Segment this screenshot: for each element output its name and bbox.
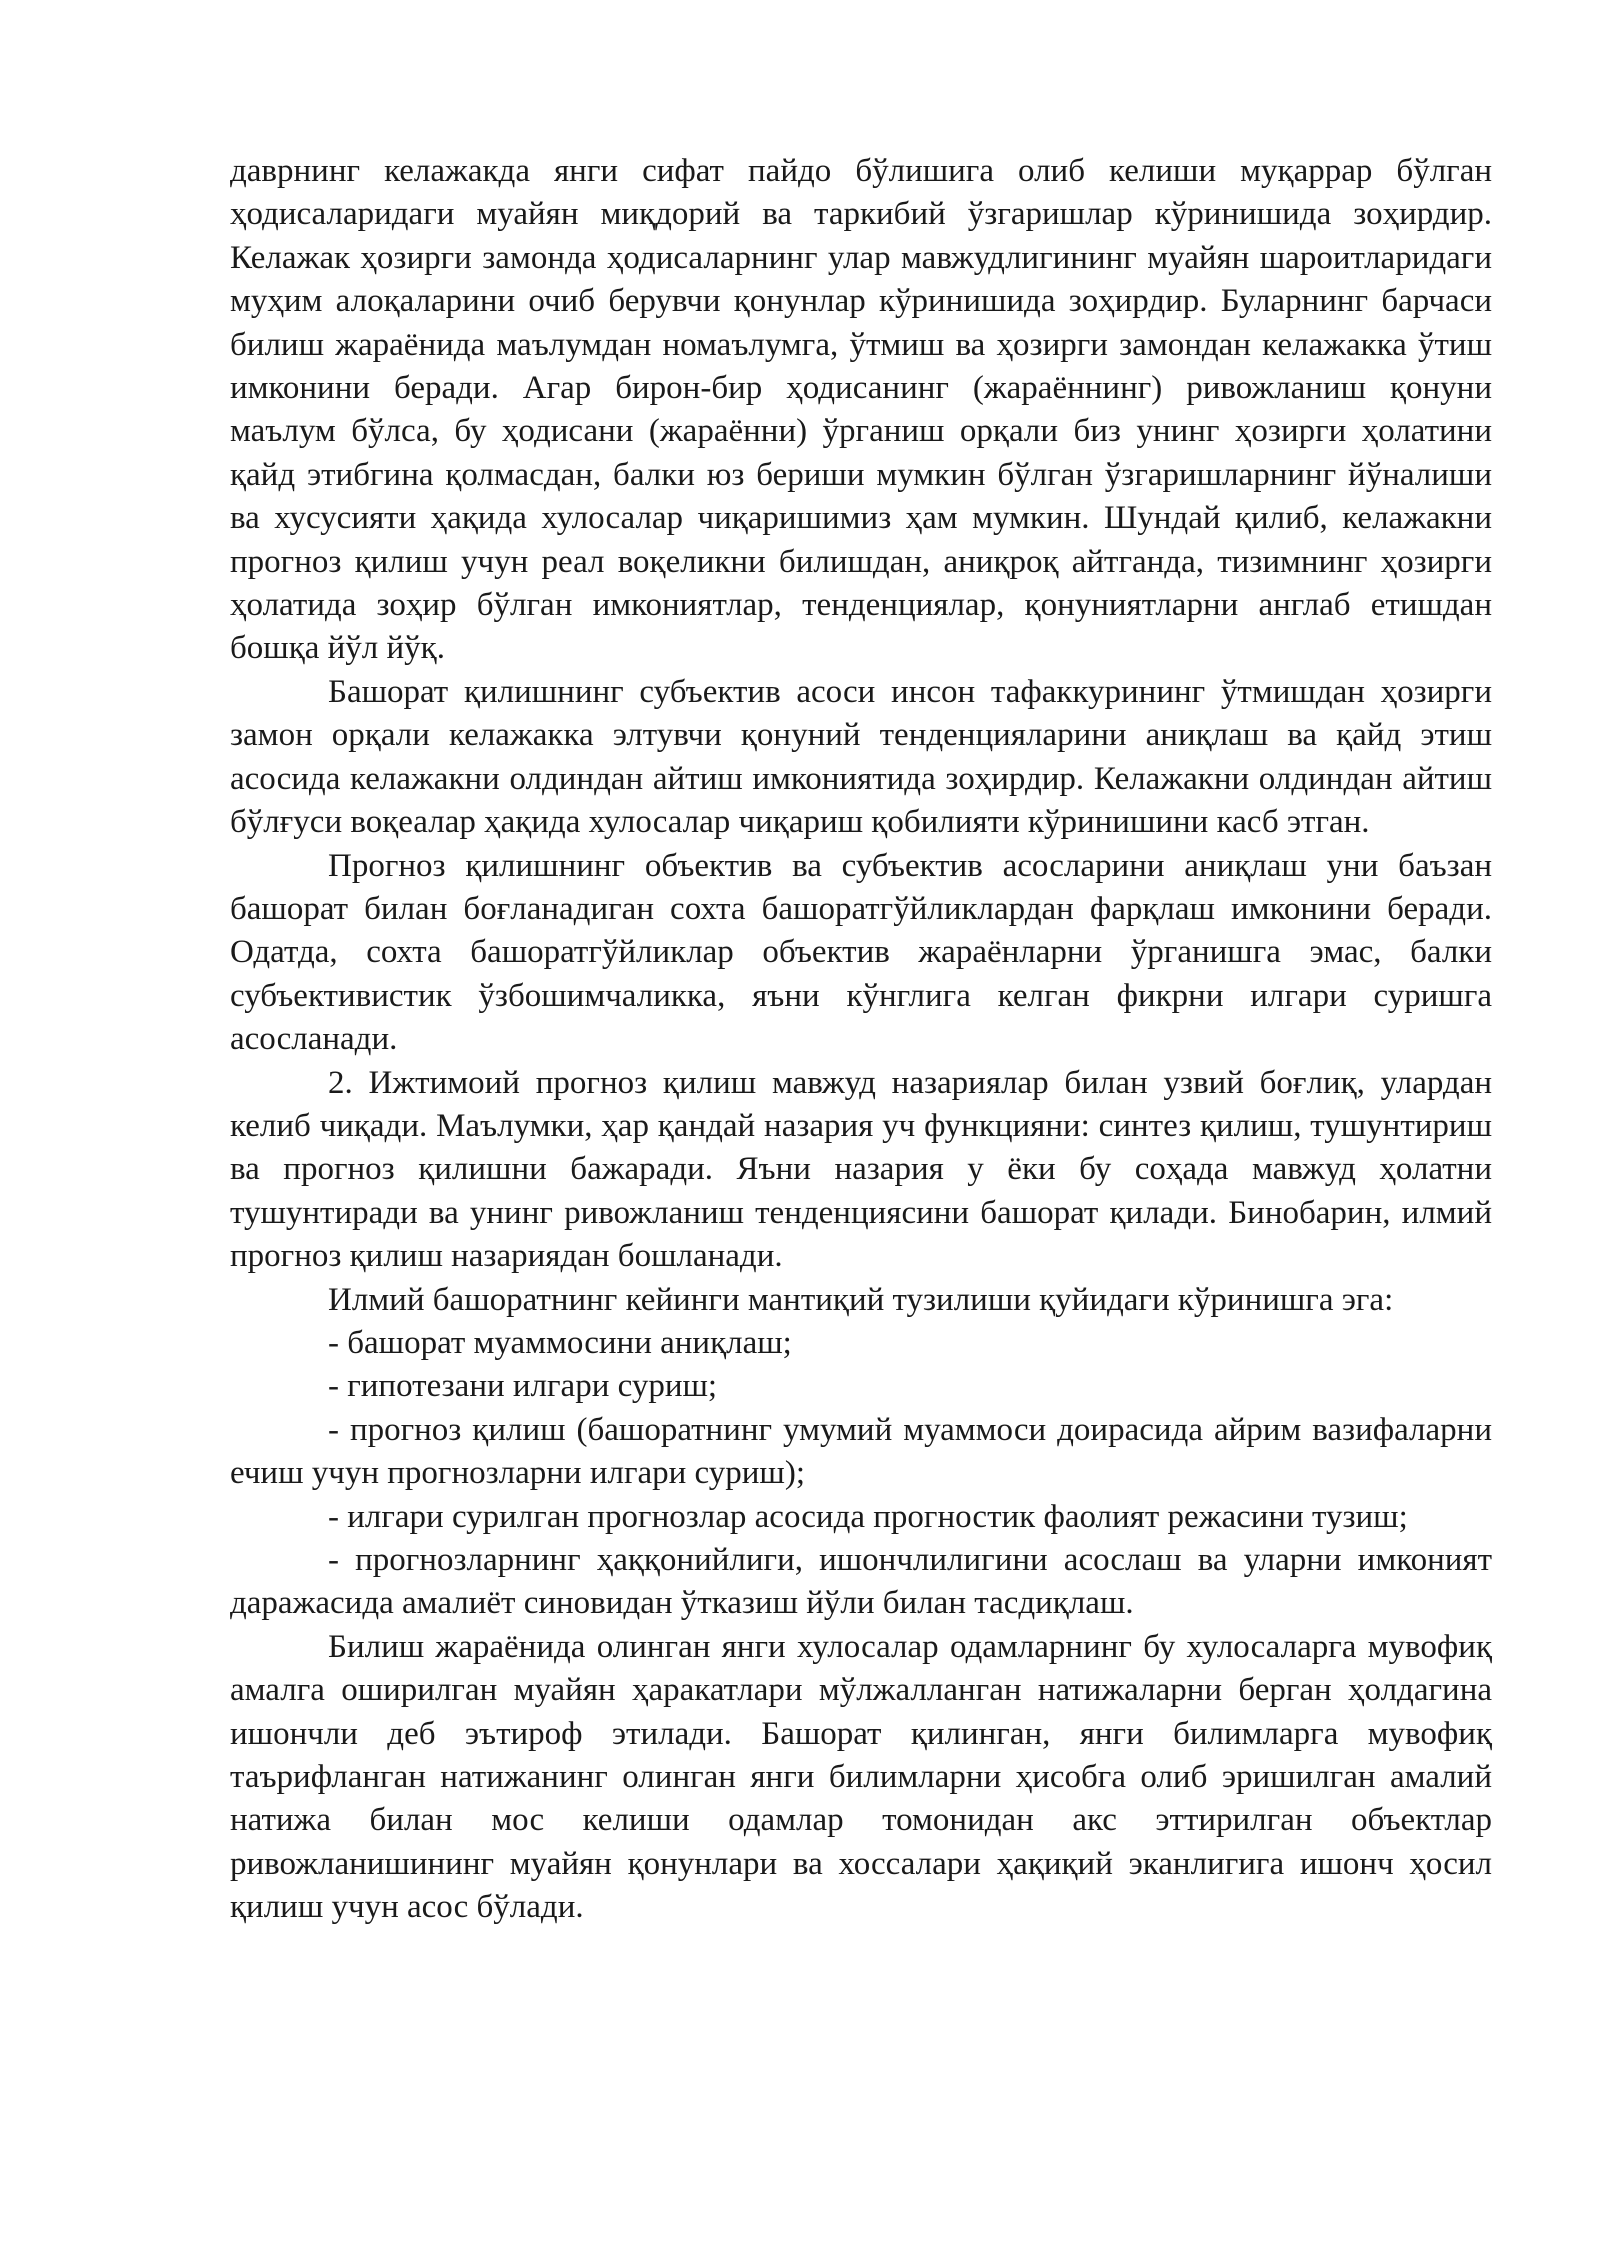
list-item: - гипотезани илгари суриш; [328, 1368, 718, 1405]
list-item: - прогнозларнинг ҳаққонийлиги, ишончлилигини асослаш ва уларни имконият даражасида амалиёт синовидан ўтказиш йўли билан тасдиқлаш. [230, 1542, 1492, 1622]
list-item: - илгари сурилган прогнозлар асосида прогностик фаолият режасини тузиш; [328, 1498, 1408, 1535]
paragraph-final: Билиш жараёнида олинган янги хулосалар одамларнинг бу хулосаларга мувофиқ амалга оширилган муайян ҳаракатлари мўлжалланган натижаларни берган ҳолдагина ишончли деб эътироф этилади. Башорат қилинган, янги билимларга мувофиқ таърифланган натижанинг олинган янги билимларни ҳисобга олиб эришилган амалий натижа билан мос келиши одамлар томонидан акс эттирилган объектлар ривожланишининг муайян қонунлари ва хоссалари ҳақиқий эканлигига ишонч ҳосил қилиш учун асос бўлади. [230, 1628, 1492, 1926]
list-item: - башорат муаммосини аниқлаш; [328, 1324, 792, 1361]
paragraph-4: 2. Ижтимоий прогноз қилиш мавжуд назариялар билан узвий боғлиқ, улардан келиб чиқади. Маълумки, ҳар қандай назария уч функцияни: синтез қилиш, тушунтириш ва прогноз қилишни бажаради. Яъни назария у ёки бу соҳада мавжуд ҳолатни тушунтиради ва унинг ривожланиш тенденциясини башорат қилади. Бинобарин, илмий прогноз қилиш назариядан бошланади. [230, 1064, 1492, 1275]
paragraph-5: Илмий башоратнинг кейинги мантиқий тузилиши қуйидаги кўринишга эга: [328, 1281, 1394, 1318]
document-page [230, 150, 1492, 1930]
paragraph-2: Башорат қилишнинг субъектив асоси инсон тафаккурининг ўтмишдан ҳозирги замон орқали келажакка элтувчи қонуний тенденцияларини аниқлаш ва қайд этиш асосида келажакни олдиндан айтиш имкониятида зоҳирдир. Келажакни олдиндан айтиш бўлғуси воқеалар ҳақида хулосалар чиқариш қобилияти кўринишини касб этган. [230, 673, 1492, 841]
paragraph-3: Прогноз қилишнинг объектив ва субъектив асосларини аниқлаш уни баъзан башорат билан боғланадиган сохта башоратгўйликлардан фарқлаш имконини беради. Одатда, сохта башоратгўйликлар объектив жараёнларни ўрганишга эмас, балки субъективистик ўзбошимчаликка, яъни кўнглига келган фикрни илгари суришга асосланади. [230, 847, 1492, 1058]
list-item: - прогноз қилиш (башоратнинг умумий муаммоси доирасида айрим вазифаларни ечиш учун прогнозларни илгари суриш); [230, 1411, 1492, 1492]
paragraph-1: даврнинг келажакда янги сифат пайдо бўлишига олиб келиши муқаррар бўлган ҳодисаларидаги муайян миқдорий ва таркибий ўзгаришлар кўринишида зоҳирдир. Келажак ҳозирги замонда ҳодисаларнинг улар мавжудлигининг муайян шароитларидаги муҳим алоқаларини очиб берувчи қонунлар кўринишида зоҳирдир. Буларнинг барчаси билиш жараёнида маълумдан номаълумга, ўтмиш ва ҳозирги замондан келажакка ўтиш имконини беради. Агар бирон-бир ҳодисанинг (жараённинг) ривожланиш қонуни маълум бўлса, бу ҳодисани (жараённи) ўрганиш орқали биз унинг ҳозирги ҳолатини қайд этибгина қолмасдан, балки юз бериши мумкин бўлган ўзгаришларнинг йўналиши ва хусусияти ҳақида хулосалар чиқаришимиз ҳам мумкин. Шундай қилиб, келажакни прогноз қилиш учун реал воқеликни билишдан, аниқроқ айтганда, тизимнинг ҳозирги ҳолатида зоҳир бўлган имкониятлар, тенденциялар, қонуниятларни англаб етишдан бошқа йўл йўқ. [230, 153, 1492, 667]
